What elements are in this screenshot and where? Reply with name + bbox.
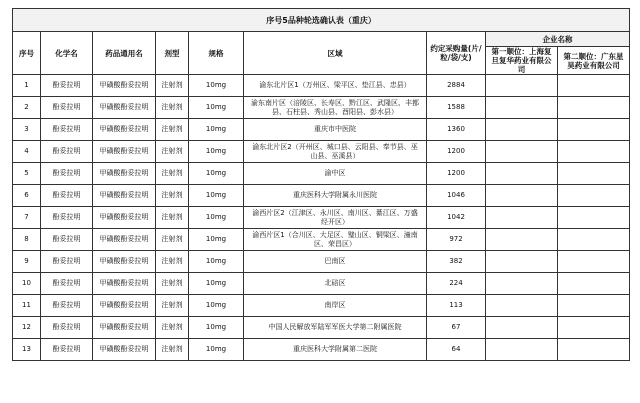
table-title: 序号5品种轮选确认表（重庆） <box>13 9 630 32</box>
cell-volume: 113 <box>427 295 486 317</box>
cell-index: 1 <box>13 75 41 97</box>
table-row <box>13 119 630 141</box>
table-row <box>13 273 630 295</box>
cell-dosage-form: 注射剂 <box>156 75 189 97</box>
cell-region: 南岸区 <box>244 295 427 317</box>
header-company: 企业名称 <box>486 32 630 47</box>
cell-index: 13 <box>13 339 41 361</box>
cell-spec: 10mg <box>189 229 244 251</box>
table-row <box>13 339 630 361</box>
cell-spec: 10mg <box>189 251 244 273</box>
table-body <box>13 75 630 361</box>
cell-index: 12 <box>13 317 41 339</box>
cell-dosage-form: 注射剂 <box>156 295 189 317</box>
table-row <box>13 207 630 229</box>
header-chemical-name: 化学名 <box>41 32 93 75</box>
header-region: 区域 <box>244 32 427 75</box>
cell-generic-name: 甲磺酸酚妥拉明 <box>93 229 156 251</box>
cell-generic-name: 甲磺酸酚妥拉明 <box>93 207 156 229</box>
cell-region: 重庆医科大学附属第二医院 <box>244 339 427 361</box>
table-row <box>13 141 630 163</box>
cell-chemical-name: 酚妥拉明 <box>41 339 93 361</box>
cell-company-first <box>486 97 558 119</box>
cell-spec: 10mg <box>189 339 244 361</box>
cell-volume: 1046 <box>427 185 486 207</box>
cell-volume: 1042 <box>427 207 486 229</box>
cell-company-second <box>558 185 630 207</box>
cell-company-second <box>558 229 630 251</box>
table-row <box>13 317 630 339</box>
cell-index: 3 <box>13 119 41 141</box>
cell-generic-name: 甲磺酸酚妥拉明 <box>93 339 156 361</box>
cell-region: 渝东南片区（涪陵区、长寿区、黔江区、武隆区、丰都县、石柱县、秀山县、酉阳县、彭水县） <box>244 97 427 119</box>
cell-volume: 224 <box>427 273 486 295</box>
cell-dosage-form: 注射剂 <box>156 119 189 141</box>
cell-spec: 10mg <box>189 163 244 185</box>
cell-index: 8 <box>13 229 41 251</box>
cell-company-first <box>486 317 558 339</box>
cell-company-second <box>558 97 630 119</box>
cell-dosage-form: 注射剂 <box>156 251 189 273</box>
cell-company-first <box>486 75 558 97</box>
cell-generic-name: 甲磺酸酚妥拉明 <box>93 317 156 339</box>
cell-generic-name: 甲磺酸酚妥拉明 <box>93 273 156 295</box>
cell-region: 渝中区 <box>244 163 427 185</box>
cell-chemical-name: 酚妥拉明 <box>41 251 93 273</box>
cell-spec: 10mg <box>189 141 244 163</box>
header-dosage-form: 剂型 <box>156 32 189 75</box>
cell-company-first <box>486 295 558 317</box>
cell-company-second <box>558 119 630 141</box>
cell-company-first <box>486 163 558 185</box>
cell-company-second <box>558 75 630 97</box>
cell-dosage-form: 注射剂 <box>156 229 189 251</box>
cell-dosage-form: 注射剂 <box>156 273 189 295</box>
cell-chemical-name: 酚妥拉明 <box>41 229 93 251</box>
table-row <box>13 251 630 273</box>
confirmation-sheet <box>12 8 629 361</box>
cell-dosage-form: 注射剂 <box>156 163 189 185</box>
cell-volume: 382 <box>427 251 486 273</box>
cell-chemical-name: 酚妥拉明 <box>41 141 93 163</box>
cell-generic-name: 甲磺酸酚妥拉明 <box>93 75 156 97</box>
cell-chemical-name: 酚妥拉明 <box>41 185 93 207</box>
table-row <box>13 185 630 207</box>
cell-dosage-form: 注射剂 <box>156 97 189 119</box>
cell-volume: 1588 <box>427 97 486 119</box>
cell-chemical-name: 酚妥拉明 <box>41 317 93 339</box>
cell-company-second <box>558 295 630 317</box>
cell-company-first <box>486 141 558 163</box>
cell-company-first <box>486 229 558 251</box>
cell-generic-name: 甲磺酸酚妥拉明 <box>93 141 156 163</box>
cell-chemical-name: 酚妥拉明 <box>41 97 93 119</box>
cell-company-first <box>486 251 558 273</box>
header-company-first: 第一顺位：上海复旦复华药业有限公司 <box>486 47 558 75</box>
header-index: 序号 <box>13 32 41 75</box>
cell-index: 4 <box>13 141 41 163</box>
cell-generic-name: 甲磺酸酚妥拉明 <box>93 97 156 119</box>
cell-volume: 64 <box>427 339 486 361</box>
cell-region: 重庆市中医院 <box>244 119 427 141</box>
cell-company-first <box>486 207 558 229</box>
table-row <box>13 97 630 119</box>
cell-index: 9 <box>13 251 41 273</box>
cell-chemical-name: 酚妥拉明 <box>41 295 93 317</box>
cell-generic-name: 甲磺酸酚妥拉明 <box>93 119 156 141</box>
cell-region: 渝西片区2（江津区、永川区、南川区、綦江区、万盛经开区） <box>244 207 427 229</box>
cell-volume: 1200 <box>427 163 486 185</box>
cell-company-first <box>486 273 558 295</box>
cell-spec: 10mg <box>189 185 244 207</box>
cell-company-second <box>558 141 630 163</box>
cell-chemical-name: 酚妥拉明 <box>41 75 93 97</box>
cell-volume: 1200 <box>427 141 486 163</box>
cell-spec: 10mg <box>189 97 244 119</box>
cell-index: 11 <box>13 295 41 317</box>
cell-company-first <box>486 119 558 141</box>
cell-index: 2 <box>13 97 41 119</box>
header-generic-name: 药品通用名 <box>93 32 156 75</box>
cell-index: 10 <box>13 273 41 295</box>
header-company-second: 第二顺位：广东星昊药业有限公司 <box>558 47 630 75</box>
cell-region: 北碚区 <box>244 273 427 295</box>
cell-dosage-form: 注射剂 <box>156 317 189 339</box>
cell-spec: 10mg <box>189 295 244 317</box>
cell-spec: 10mg <box>189 75 244 97</box>
cell-index: 5 <box>13 163 41 185</box>
cell-volume: 972 <box>427 229 486 251</box>
cell-dosage-form: 注射剂 <box>156 185 189 207</box>
table-row <box>13 229 630 251</box>
cell-spec: 10mg <box>189 119 244 141</box>
cell-company-second <box>558 317 630 339</box>
cell-chemical-name: 酚妥拉明 <box>41 119 93 141</box>
cell-company-second <box>558 207 630 229</box>
cell-company-second <box>558 273 630 295</box>
header-volume: 约定采购量(片/粒/袋/支) <box>427 32 486 75</box>
cell-volume: 2884 <box>427 75 486 97</box>
table-row <box>13 75 630 97</box>
cell-dosage-form: 注射剂 <box>156 207 189 229</box>
cell-spec: 10mg <box>189 317 244 339</box>
confirmation-table <box>12 8 630 361</box>
cell-region: 巴南区 <box>244 251 427 273</box>
cell-generic-name: 甲磺酸酚妥拉明 <box>93 185 156 207</box>
cell-spec: 10mg <box>189 207 244 229</box>
cell-dosage-form: 注射剂 <box>156 141 189 163</box>
cell-chemical-name: 酚妥拉明 <box>41 163 93 185</box>
table-row <box>13 295 630 317</box>
cell-index: 7 <box>13 207 41 229</box>
header-spec: 规格 <box>189 32 244 75</box>
cell-generic-name: 甲磺酸酚妥拉明 <box>93 251 156 273</box>
cell-volume: 1360 <box>427 119 486 141</box>
cell-company-first <box>486 339 558 361</box>
cell-company-second <box>558 251 630 273</box>
cell-region: 渝东北片区1（万州区、梁平区、垫江县、忠县） <box>244 75 427 97</box>
cell-spec: 10mg <box>189 273 244 295</box>
cell-region: 渝东北片区2（开州区、城口县、云阳县、奉节县、巫山县、巫溪县） <box>244 141 427 163</box>
cell-company-second <box>558 163 630 185</box>
cell-generic-name: 甲磺酸酚妥拉明 <box>93 295 156 317</box>
cell-volume: 67 <box>427 317 486 339</box>
cell-region: 渝西片区1（合川区、大足区、璧山区、铜梁区、潼南区、荣昌区） <box>244 229 427 251</box>
cell-generic-name: 甲磺酸酚妥拉明 <box>93 163 156 185</box>
cell-chemical-name: 酚妥拉明 <box>41 207 93 229</box>
cell-dosage-form: 注射剂 <box>156 339 189 361</box>
cell-company-first <box>486 185 558 207</box>
cell-region: 中国人民解放军陆军军医大学第二附属医院 <box>244 317 427 339</box>
cell-chemical-name: 酚妥拉明 <box>41 273 93 295</box>
cell-region: 重庆医科大学附属永川医院 <box>244 185 427 207</box>
cell-index: 6 <box>13 185 41 207</box>
cell-company-second <box>558 339 630 361</box>
table-row <box>13 163 630 185</box>
